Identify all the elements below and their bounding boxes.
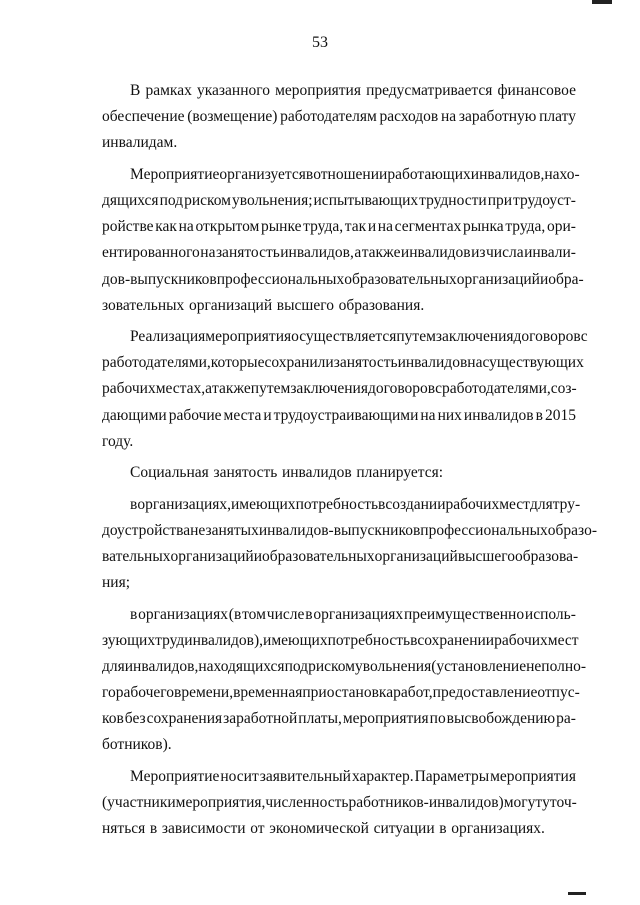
text-line <box>102 764 576 790</box>
word: плату <box>539 108 576 126</box>
text-line <box>102 403 576 429</box>
word: ния; <box>102 574 131 592</box>
word: инвалидов-выпускников <box>258 521 421 539</box>
word: под <box>284 657 309 675</box>
word: как <box>155 218 177 236</box>
word: инвалидов <box>463 406 534 424</box>
word: тру- <box>552 495 581 513</box>
text-line <box>102 654 587 680</box>
word: организаций <box>188 296 273 314</box>
word: организациях, <box>137 495 232 513</box>
word: образовательных <box>262 547 375 565</box>
text-line <box>102 240 576 266</box>
word: также <box>361 244 401 262</box>
word: вательных <box>102 547 171 565</box>
word: исполь- <box>524 605 576 623</box>
word: трудоуст- <box>513 191 576 209</box>
word: временная <box>233 684 303 702</box>
word: от <box>250 820 265 838</box>
word: незанятых <box>190 521 259 539</box>
text-line <box>102 429 576 455</box>
word: на <box>200 244 216 262</box>
text-line <box>102 544 579 570</box>
word: образова- <box>514 547 579 565</box>
word: времени, <box>174 684 234 702</box>
word: доустройства <box>102 521 191 539</box>
word: трудоустраивающими <box>273 406 419 424</box>
word: обра- <box>548 270 584 288</box>
word: мероприятия <box>275 82 361 99</box>
text-line <box>102 816 576 842</box>
word: существующих <box>482 354 584 372</box>
word: рабочие <box>168 406 222 424</box>
word: ори- <box>546 218 576 236</box>
word: риском <box>184 191 231 209</box>
word: отношении <box>313 165 388 183</box>
document-body <box>102 78 597 842</box>
word: работодателями, <box>442 380 551 398</box>
word: ройстве <box>102 218 154 236</box>
word: высшего <box>276 296 334 314</box>
word: планируется: <box>356 464 444 482</box>
word: (установление <box>431 657 527 675</box>
word: трудности <box>419 191 487 209</box>
text-line <box>102 162 580 188</box>
word: на <box>467 354 483 372</box>
word: в <box>130 605 138 623</box>
word: работающих <box>387 165 471 183</box>
word: дящихся <box>102 191 159 209</box>
paragraph <box>102 764 576 843</box>
word: ков <box>102 710 124 728</box>
text-line <box>102 78 576 104</box>
word: в <box>130 495 138 513</box>
word: организаций <box>456 270 540 288</box>
word: имеющих <box>231 495 296 513</box>
paragraph <box>102 162 584 319</box>
scan-mark-bottom <box>568 892 586 895</box>
word: неполно- <box>526 657 587 675</box>
word: работодателями, <box>102 354 211 372</box>
word: ентированного <box>102 244 200 262</box>
word: сохранении <box>417 631 495 649</box>
word: которые <box>210 354 265 372</box>
word: на <box>441 108 457 126</box>
word: экономической <box>269 820 369 838</box>
word: путем <box>396 328 436 346</box>
word: в <box>305 165 314 183</box>
text-line <box>102 680 580 706</box>
word: на <box>377 218 393 236</box>
word: на <box>420 406 436 424</box>
text-line <box>102 104 576 130</box>
word: договоров <box>367 380 436 398</box>
word: зующих <box>102 631 156 649</box>
word: инвалидам. <box>102 134 178 152</box>
word: по <box>429 710 446 728</box>
word: зовательных <box>102 296 185 314</box>
word: сохранили <box>264 354 334 372</box>
text-line <box>102 460 576 486</box>
word: испытывающих <box>313 191 419 209</box>
word: мероприятия <box>342 710 429 728</box>
word: открытом <box>195 218 260 236</box>
page-number: 53 <box>312 34 328 51</box>
word: рамках <box>145 82 192 99</box>
text-line <box>102 350 584 376</box>
word: Мероприятие <box>130 767 220 785</box>
word: сегментах <box>394 218 462 236</box>
word: организаций <box>170 547 254 565</box>
text-line <box>102 293 576 319</box>
word: предоставление <box>432 684 538 702</box>
paragraph <box>102 78 576 157</box>
word: с <box>435 380 442 398</box>
word: указанного <box>196 82 270 99</box>
word: В <box>130 82 141 99</box>
word: создании <box>385 495 446 513</box>
word: уточ- <box>542 794 577 811</box>
paragraph <box>102 324 588 455</box>
word: инвалидов <box>397 354 468 372</box>
word: Параметры <box>414 767 490 785</box>
word: Реализация <box>130 328 206 346</box>
word: численность <box>265 794 349 811</box>
word: договоров <box>513 328 581 346</box>
word: инвалидов, <box>280 244 354 262</box>
word: находящихся <box>198 657 285 675</box>
text-line <box>102 267 584 293</box>
word: организуется <box>219 165 306 183</box>
text-line <box>102 790 576 816</box>
word: рынка <box>463 218 504 236</box>
word: платы, <box>298 710 342 728</box>
word: из <box>471 244 486 262</box>
word: в <box>149 820 158 838</box>
word: работ, <box>393 684 433 702</box>
word: инвалидов <box>281 464 352 482</box>
text-line <box>102 706 576 732</box>
word: риском <box>308 657 355 675</box>
word: инвалидов), <box>184 631 264 649</box>
word: образования. <box>338 296 425 314</box>
text-line <box>102 602 576 628</box>
text-line <box>102 376 576 402</box>
word: числа <box>486 244 524 262</box>
word: потребность <box>295 495 379 513</box>
word: заработной <box>223 710 298 728</box>
word: заключения <box>290 380 368 398</box>
word: сохранения <box>146 710 223 728</box>
word: могут <box>503 794 543 811</box>
paragraph <box>102 460 576 486</box>
word: (в <box>228 605 242 623</box>
word: характер. <box>351 767 414 785</box>
word: мероприятия <box>205 328 292 346</box>
word: рынке <box>261 218 302 236</box>
word: мероприятия <box>490 767 576 785</box>
word: труд <box>155 631 185 649</box>
word: приостановка <box>302 684 394 702</box>
word: них <box>437 406 462 424</box>
word: го <box>102 684 116 702</box>
word: без <box>124 710 146 728</box>
text-line <box>102 214 576 240</box>
word: высшего <box>457 547 515 565</box>
word: расходов <box>379 108 439 126</box>
word: заработную <box>458 108 537 126</box>
text-line <box>102 518 597 544</box>
word: и <box>367 218 377 236</box>
word: рабочих <box>102 380 156 398</box>
word: Мероприятие <box>130 165 220 183</box>
word: и <box>539 270 549 288</box>
text-line <box>102 628 579 654</box>
word: инвалидов, <box>470 165 545 183</box>
word: в <box>305 605 313 623</box>
word: организациях <box>138 605 228 623</box>
word: мест <box>499 495 530 513</box>
word: рабочих <box>445 495 500 513</box>
word: труда, <box>303 218 344 236</box>
word: в <box>378 495 386 513</box>
word: осуществляется <box>291 328 397 346</box>
word: мероприятия, <box>175 794 266 811</box>
word: обеспечение <box>102 108 185 126</box>
word: мест <box>547 631 579 649</box>
text-line <box>102 570 576 596</box>
word: также <box>212 380 251 398</box>
word: профессиональных <box>420 521 548 539</box>
text-line <box>102 130 576 156</box>
word: заявительный <box>259 767 351 785</box>
word: места <box>223 406 262 424</box>
word: занятость <box>213 464 278 482</box>
word: с <box>580 328 588 346</box>
word: отпус- <box>537 684 580 702</box>
word: путем <box>250 380 291 398</box>
text-line <box>102 492 581 518</box>
word: а <box>354 244 362 262</box>
word: инвалидов <box>400 244 471 262</box>
word: образо- <box>547 521 597 539</box>
word: для <box>529 495 553 513</box>
word: Социальная <box>130 464 209 482</box>
word: работодателям <box>280 108 377 126</box>
word: в <box>439 820 447 838</box>
word: и <box>263 406 272 424</box>
word: занятость <box>333 354 398 372</box>
word: рабочего <box>115 684 174 702</box>
word: рабочих <box>494 631 548 649</box>
word: ботников). <box>102 736 172 754</box>
word: высвобождению <box>446 710 556 728</box>
word: в <box>535 406 543 424</box>
text-line <box>102 324 588 350</box>
word: (возмещение) <box>187 108 278 126</box>
word: инвалидов, <box>124 657 199 675</box>
word: потребность <box>327 631 411 649</box>
word: 2015 <box>544 406 576 424</box>
word: финансовое <box>497 82 576 99</box>
word: увольнения; <box>232 191 313 209</box>
word: имеющих <box>263 631 328 649</box>
word: дов-выпускников <box>102 270 217 288</box>
word: так <box>344 218 367 236</box>
word: местах, <box>155 380 206 398</box>
word: организациях <box>313 605 404 623</box>
word: увольнения <box>355 657 432 675</box>
word: занятость <box>215 244 280 262</box>
word: числе <box>266 605 305 623</box>
scan-mark-top <box>592 0 612 4</box>
word: носит <box>220 767 259 785</box>
word: (участники <box>102 794 176 811</box>
word: дающими <box>102 406 167 424</box>
paragraph <box>102 492 597 597</box>
word: и <box>253 547 263 565</box>
word: няться <box>102 820 146 838</box>
word: труда, <box>505 218 546 236</box>
word: в <box>410 631 418 649</box>
word: профессиональных <box>216 270 345 288</box>
word: ситуации <box>373 820 435 838</box>
word: а <box>205 380 213 398</box>
word: заключения <box>435 328 514 346</box>
word: на <box>178 218 194 236</box>
word: работников-инвалидов) <box>348 794 504 811</box>
word: соз- <box>550 380 577 398</box>
word: инвали- <box>524 244 576 262</box>
word: под <box>159 191 184 209</box>
word: том <box>242 605 266 623</box>
text-line <box>102 732 576 758</box>
word: ра- <box>556 710 576 728</box>
word: для <box>102 657 125 675</box>
word: предусматривается <box>366 82 493 99</box>
text-line <box>102 188 576 214</box>
word: при <box>487 191 513 209</box>
word: организациях. <box>451 820 545 838</box>
word: преимущественно <box>404 605 525 623</box>
word: нахо- <box>544 165 580 183</box>
word: образовательных <box>344 270 457 288</box>
word: организаций <box>374 547 458 565</box>
word: зависимости <box>161 820 246 838</box>
word: году. <box>102 432 134 450</box>
paragraph <box>102 602 587 759</box>
